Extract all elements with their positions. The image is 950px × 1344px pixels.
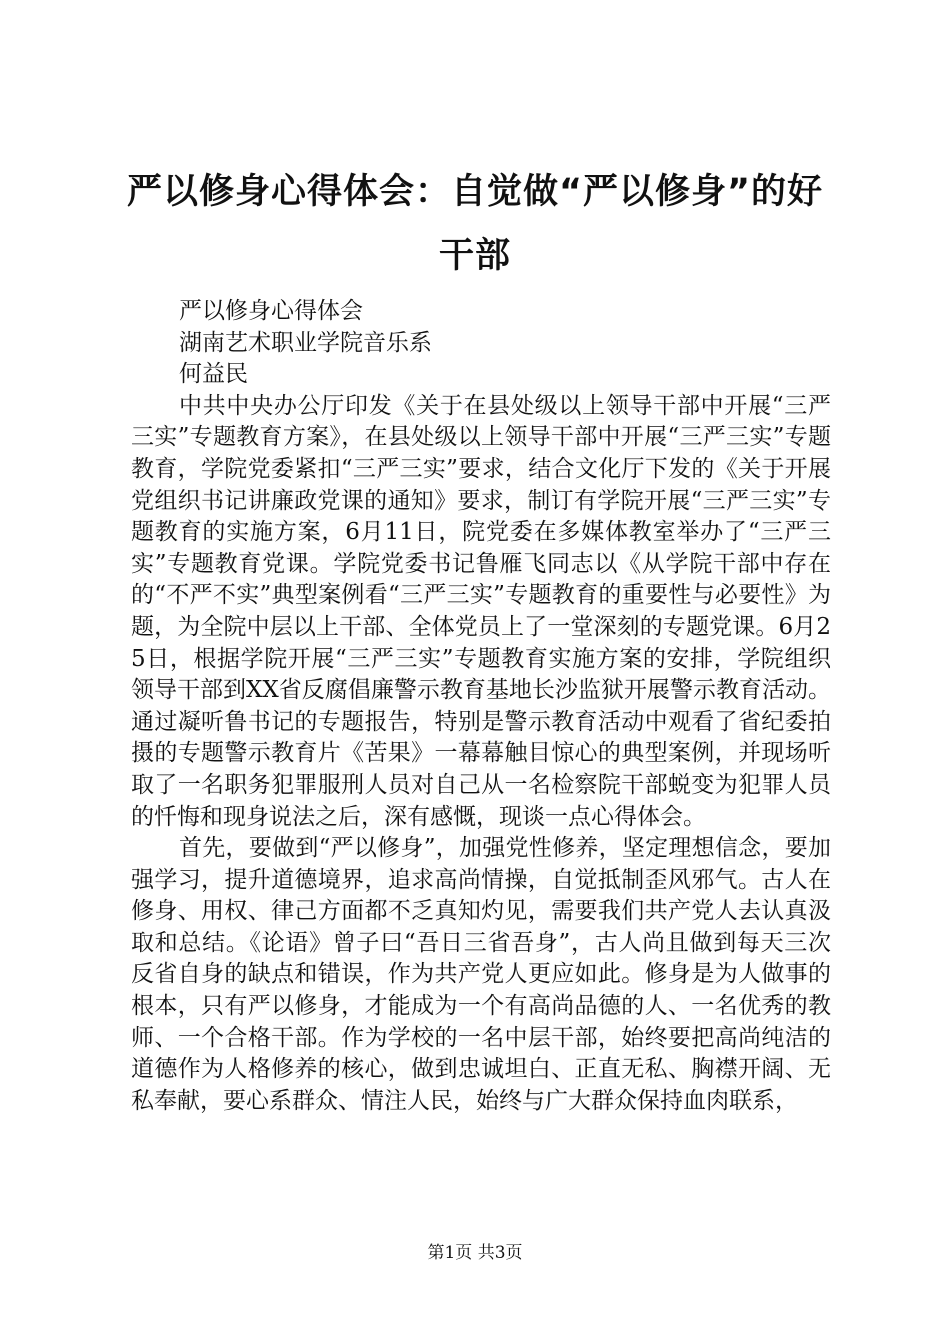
subtitle-line: 严以修身心得体会	[179, 298, 363, 324]
affiliation-line: 湖南艺术职业学院音乐系	[179, 329, 432, 356]
body-paragraph: 中共中央办公厅印发《关于在县处级以上领导干部中开展“三严三实”专题教育方案》，在县处级以上领导干部中开展“三严三实”专题教育，学院党委紧扣“三严三实”要求，结合文化厅下发的《关于开展党组织书记讲廉政党课的通知》要求，制订有学院开展“三严三实”专题教育的实施方案，6月11日，院党委在多媒体教室举办了“三严三实”专题教育党课。学院党委书记鲁雁飞同志以《从学院干部中存在的“不严不实”典型案例看“三严三实”专题教育的重要性与必要性》为题，为全院中层以上干部、全体党员上了一堂深刻的专题党课。6月25日，根据学院开展“三严三实”专题教育实施方案的安排，学院组织领导干部到XX省反腐倡廉警示教育基地长沙监狱开展警示教育活动。通过凝听鲁书记的专题报告，特别是警示教育活动中观看了省纪委拍摄的专题警示教育片《苦果》一幕幕触目惊心的典型案例，并现场听取了一名职务犯罪服刑人员对自己从一名检察院干部蜕变为犯罪人员的忏悔和现身说法之后，深有感慨，现谈一点心得体会。	[131, 392, 831, 830]
body-paragraph: 首先，要做到“严以修身”，加强党性修养，坚定理想信念，要加强学习，提升道德境界，追求高尚情操，自觉抵制歪风邪气。古人在修身、用权、律己方面都不乏真知灼见，需要我们共产党人去认真汲取和总结。《论语》曾子曰“吾日三省吾身”，古人尚且做到每天三次反省自身的缺点和错误，作为共产党人更应如此。修身是为人做事的根本，只有严以修身，才能成为一个有高尚品德的人、一名优秀的教师、一个合格干部。作为学校的一名中层干部，始终要把高尚纯洁的道德作为人格修养的核心，做到忠诚坦白、正直无私、胸襟开阔、无私奉献，要心系群众、情注人民，始终与广大群众保持血肉联系，	[131, 835, 831, 1114]
document-body	[131, 296, 831, 1117]
page-number-footer: 第1页 共3页	[427, 1243, 523, 1263]
document-title: 严以修身心得体会：自觉做“严以修身”的好干部	[126, 172, 823, 276]
author-line: 何益民	[179, 361, 248, 388]
